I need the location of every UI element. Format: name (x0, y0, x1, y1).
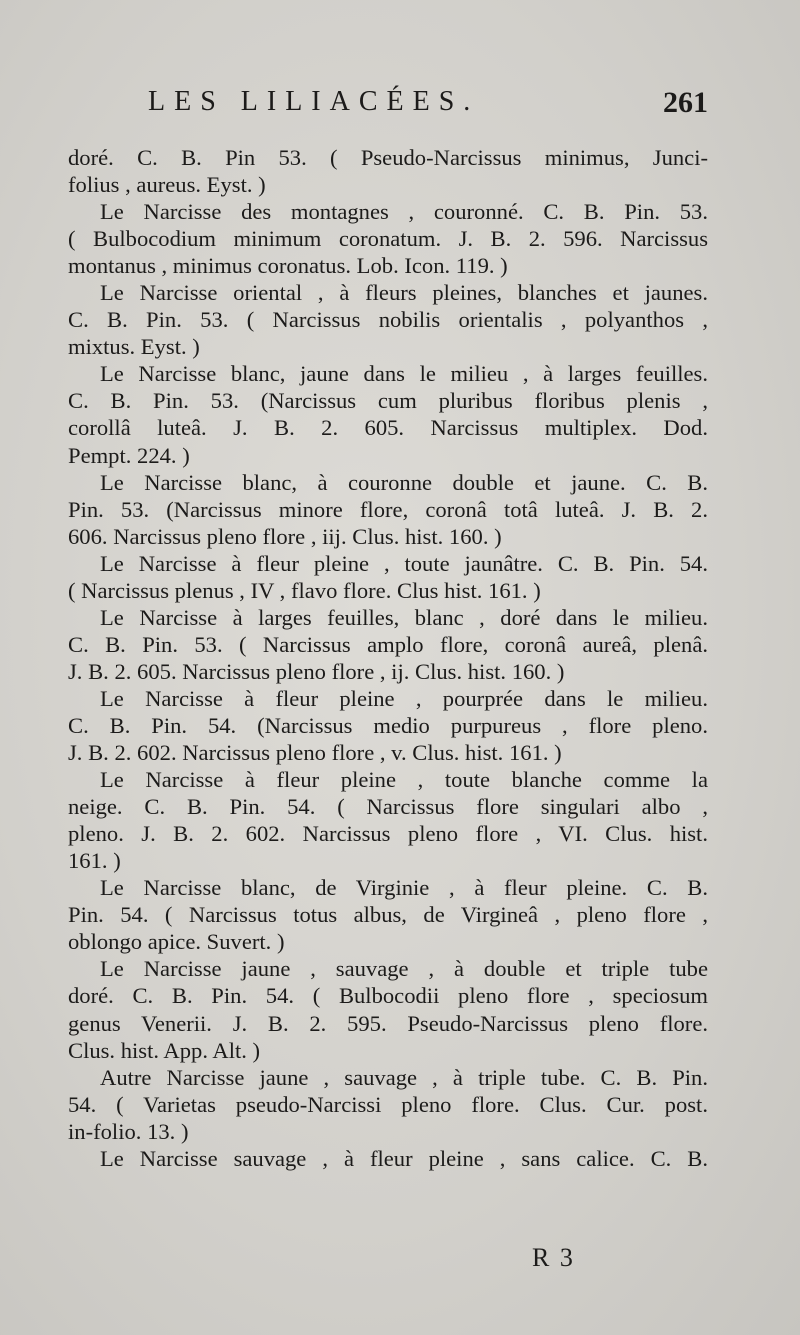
text-line: Le Narcisse à fleur pleine , toute jaunâtre. C. B. Pin. 54. (100, 550, 708, 576)
text-line: 54. ( Varietas pseudo-Narcissi pleno flore. Clus. Cur. post. (68, 1091, 708, 1117)
text-line: Clus. hist. App. Alt. ) (68, 1037, 261, 1063)
signature-mark: R 3 (532, 1243, 575, 1272)
text-line: Le Narcisse à larges feuilles, blanc , doré dans le milieu. (100, 604, 708, 630)
text-line: ( Narcissus plenus , IV , flavo flore. Clus hist. 161. ) (68, 577, 541, 603)
page-header (148, 86, 708, 126)
text-line: C. B. Pin. 54. (Narcissus medio purpureus , flore pleno. (68, 712, 708, 738)
text-line: C. B. Pin. 53. (Narcissus cum pluribus floribus plenis , (68, 388, 708, 414)
text-line: Pin. 54. ( Narcissus totus albus, de Virgineâ , pleno flore , (68, 902, 708, 928)
text-line: in-folio. 13. ) (68, 1118, 189, 1144)
text-line: Le Narcisse à fleur pleine , pourprée dans le milieu. (100, 685, 708, 711)
text-line: Pin. 53. (Narcissus minore flore, coronâ totâ luteâ. J. B. 2. (68, 496, 708, 522)
body-text (68, 144, 708, 1172)
text-line: J. B. 2. 605. Narcissus pleno flore , ij. Clus. hist. 160. ) (68, 658, 565, 684)
text-line: C. B. Pin. 53. ( Narcissus nobilis orientalis , polyanthos , (68, 307, 708, 333)
text-line: montanus , minimus coronatus. Lob. Icon. 119. ) (68, 253, 508, 279)
text-line: J. B. 2. 602. Narcissus pleno flore , v. Clus. hist. 161. ) (68, 740, 562, 766)
text-line: neige. C. B. Pin. 54. ( Narcissus flore singulari albo , (68, 794, 708, 820)
text-line: Le Narcisse blanc, jaune dans le milieu , à larges feuilles. (100, 361, 708, 387)
text-line: ( Bulbocodium minimum coronatum. J. B. 2. 596. Narcissus (68, 226, 708, 252)
text-line: genus Venerii. J. B. 2. 595. Pseudo-Narcissus pleno flore. (68, 1010, 708, 1036)
text-line: folius , aureus. Eyst. ) (68, 172, 266, 198)
text-line: Pempt. 224. ) (68, 442, 190, 468)
text-line: Le Narcisse blanc, à couronne double et jaune. C. B. (100, 469, 708, 495)
text-line: Le Narcisse blanc, de Virginie , à fleur pleine. C. B. (100, 875, 708, 901)
text-line: Le Narcisse oriental , à fleurs pleines, blanches et jaunes. (100, 280, 708, 306)
text-line: C. B. Pin. 53. ( Narcissus amplo flore, coronâ aureâ, plenâ. (68, 631, 708, 657)
text-line: doré. C. B. Pin. 54. ( Bulbocodii pleno flore , speciosum (68, 983, 708, 1009)
text-line: Le Narcisse sauvage , à fleur pleine , sans calice. C. B. (100, 1145, 708, 1171)
text-line: corollâ luteâ. J. B. 2. 605. Narcissus multiplex. Dod. (68, 415, 708, 441)
text-line: Le Narcisse jaune , sauvage , à double et triple tube (100, 956, 708, 982)
running-title: LES LILIACÉES. (148, 86, 480, 117)
page-number: 261 (663, 86, 708, 119)
text-line: 606. Narcissus pleno flore , iij. Clus. hist. 160. ) (68, 523, 502, 549)
text-line: Autre Narcisse jaune , sauvage , à triple tube. C. B. Pin. (100, 1064, 708, 1090)
text-line: Le Narcisse des montagnes , couronné. C. B. Pin. 53. (100, 199, 708, 225)
text-line: oblongo apice. Suvert. ) (68, 929, 285, 955)
text-line: 161. ) (68, 848, 121, 874)
text-line: Le Narcisse à fleur pleine , toute blanche comme la (100, 767, 708, 793)
text-line: doré. C. B. Pin 53. ( Pseudo-Narcissus minimus, Junci- (68, 145, 708, 170)
text-line: mixtus. Eyst. ) (68, 334, 200, 360)
text-line: pleno. J. B. 2. 602. Narcissus pleno flore , VI. Clus. hist. (68, 821, 708, 847)
